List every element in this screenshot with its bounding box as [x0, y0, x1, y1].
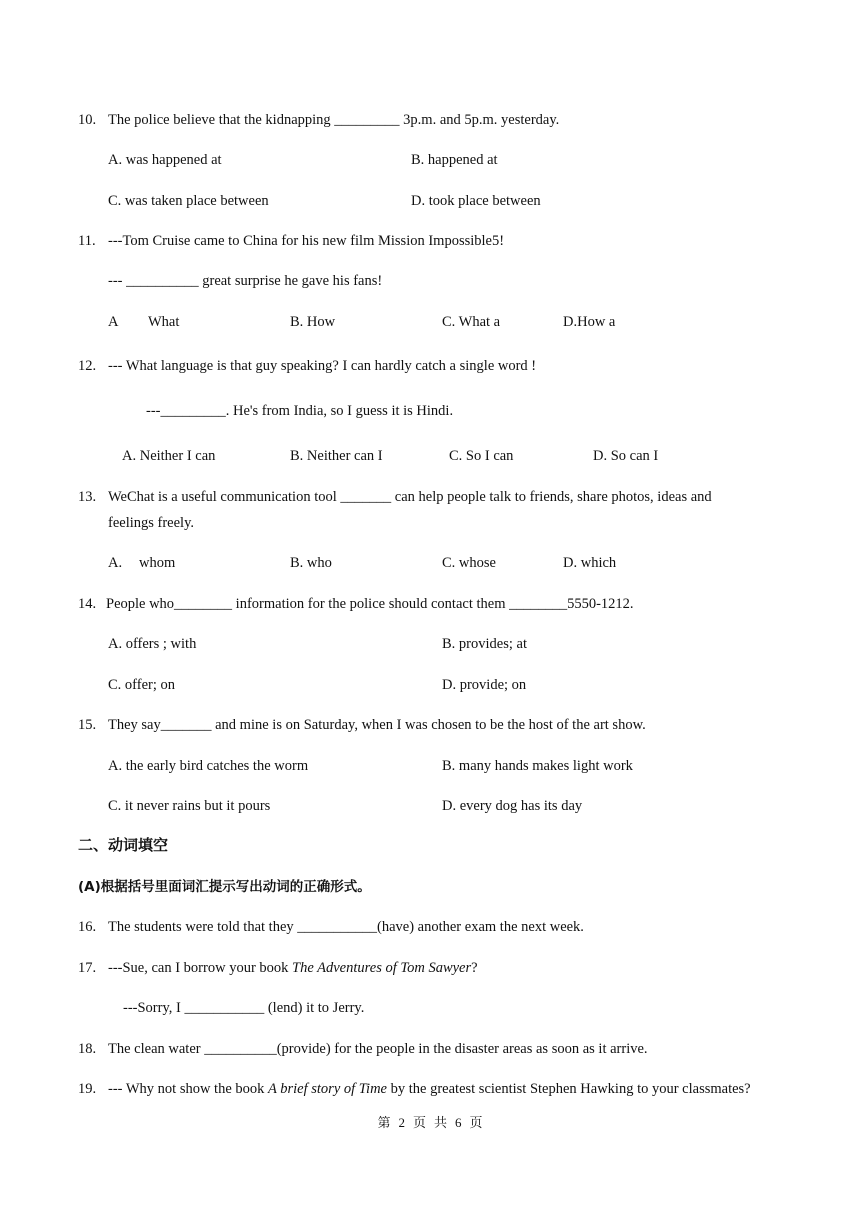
option-c: C. offer; on — [108, 677, 175, 693]
option-a: A. Neither I can — [122, 448, 216, 464]
option-d: D. provide; on — [442, 677, 527, 693]
question-stem: ---Tom Cruise came to China for his new film Mission Impossible5! — [108, 233, 505, 249]
footer-label: 页 — [412, 1115, 426, 1130]
stem-text: --- Why not show the book — [108, 1081, 269, 1097]
book-title: A brief story of Time — [268, 1081, 387, 1097]
question-number: 16. — [78, 919, 97, 935]
question-stem — [108, 1080, 751, 1098]
total-pages: 6 — [455, 1115, 462, 1130]
question-stem-line2: feelings freely. — [108, 515, 195, 531]
stem-text-end: by the greatest scientist Stephen Hawking to your classmates? — [387, 1081, 751, 1097]
question-stem-line2: ---_________. He's from India, so I guess it is Hindi. — [146, 403, 454, 419]
question-stem: The police believe that the kidnapping _________ 3p.m. and 5p.m. yesterday. — [108, 112, 560, 128]
option-d: D.How a — [563, 314, 616, 330]
book-title: The Adventures of Tom Sawyer — [292, 960, 472, 976]
option-d: D. every dog has its day — [442, 798, 583, 814]
question-number: 17. — [78, 960, 97, 976]
option-a: whom — [139, 555, 176, 571]
question-number: 15. — [78, 717, 97, 733]
question-stem: The clean water __________(provide) for the people in the disaster areas as soon as it arrive. — [108, 1041, 648, 1057]
option-a: A. offers ; with — [108, 636, 197, 652]
question-stem: The students were told that they ___________(have) another exam the next week. — [108, 919, 584, 935]
question-number: 13. — [78, 489, 97, 505]
option-d: D. So can I — [593, 448, 659, 464]
option-a-letter: A. — [108, 555, 123, 571]
option-d: D. which — [563, 555, 617, 571]
question-stem — [108, 959, 478, 977]
question-stem: People who________ information for the police should contact them ________5550-1212. — [106, 596, 634, 612]
stem-text-end: ? — [471, 960, 478, 976]
current-page: 2 — [398, 1115, 405, 1130]
option-d: D. took place between — [411, 193, 541, 209]
question-number: 10. — [78, 112, 97, 128]
option-b: B. Neither can I — [290, 448, 383, 464]
question-number: 11. — [78, 233, 96, 249]
footer-label: 共 — [434, 1115, 448, 1130]
option-b: B. happened at — [411, 152, 498, 168]
option-c: C. it never rains but it pours — [108, 798, 271, 814]
option-a-letter: A — [108, 314, 119, 330]
option-b: B. How — [290, 314, 336, 330]
option-b: B. many hands makes light work — [442, 758, 633, 774]
question-stem: They say_______ and mine is on Saturday, when I was chosen to be the host of the art show. — [108, 717, 646, 733]
footer-label: 页 — [469, 1115, 483, 1130]
option-c: C. So I can — [449, 448, 514, 464]
question-stem: --- What language is that guy speaking? I can hardly catch a single word ! — [108, 358, 537, 374]
option-c: C. was taken place between — [108, 193, 269, 209]
stem-text: ---Sue, can I borrow your book — [108, 960, 293, 976]
question-stem: WeChat is a useful communication tool _______ can help people talk to friends, share photos, ideas and — [108, 489, 712, 505]
question-number: 12. — [78, 358, 97, 374]
option-c: C. whose — [442, 555, 496, 571]
footer-label: 第 — [377, 1115, 391, 1130]
option-a: A. the early bird catches the worm — [108, 758, 309, 774]
option-b: B. provides; at — [442, 636, 527, 652]
option-a: What — [148, 314, 180, 330]
question-number: 14. — [78, 596, 97, 612]
option-c: C. What a — [442, 314, 501, 330]
page-footer — [0, 1112, 860, 1131]
section-heading: 二、动词填空 — [78, 836, 169, 854]
reply-line: ---Sorry, I ___________ (lend) it to Jerry. — [123, 1000, 365, 1016]
question-stem-line2: --- __________ great surprise he gave his fans! — [108, 273, 383, 289]
question-number: 18. — [78, 1041, 97, 1057]
question-number: 19. — [78, 1081, 97, 1097]
option-a: A. was happened at — [108, 152, 222, 168]
section-instruction: (A)根据括号里面词汇提示写出动词的正确形式。 — [78, 879, 371, 895]
option-b: B. who — [290, 555, 332, 571]
